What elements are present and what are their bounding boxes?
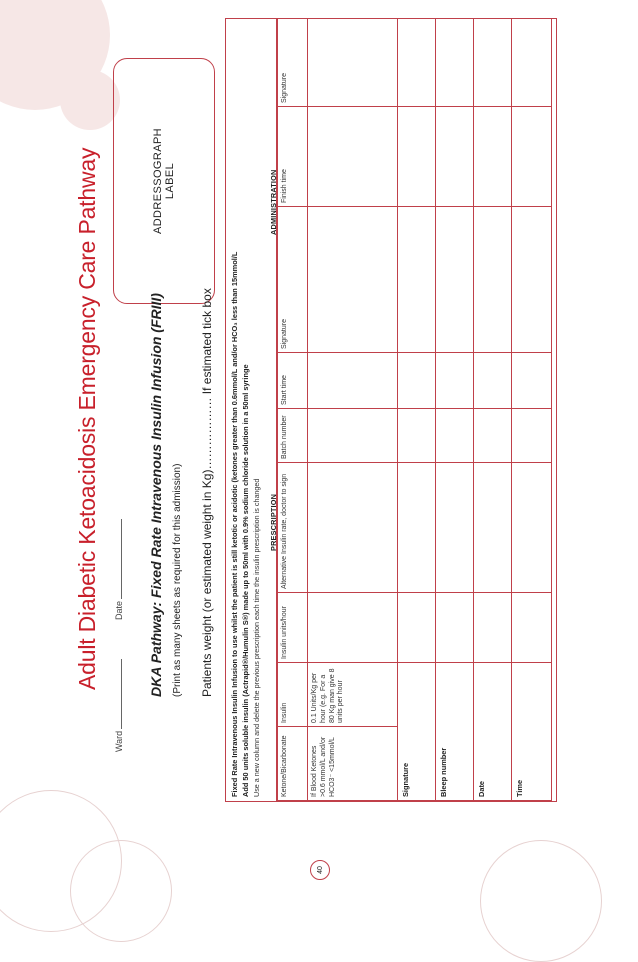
bleep-row-cell[interactable] bbox=[436, 19, 474, 107]
ward-field bbox=[114, 659, 124, 752]
pathway-heading: DKA Pathway: Fixed Rate Intravenous Insulin Infusion (FRIII) bbox=[148, 293, 164, 697]
signature-cell[interactable] bbox=[308, 207, 398, 353]
addressograph-line-2: LABEL bbox=[164, 162, 176, 200]
date-row-cell[interactable] bbox=[474, 353, 512, 409]
signature-row-cell[interactable] bbox=[398, 19, 436, 107]
time-row-label: Time bbox=[512, 663, 552, 801]
bleep-row-cell[interactable] bbox=[436, 207, 474, 353]
col-alternative-header: Alternative Insulin rate, doctor to sign bbox=[278, 463, 308, 593]
bleep-row-cell[interactable] bbox=[436, 463, 474, 593]
date-row-cell[interactable] bbox=[474, 593, 512, 663]
instruction-line-3: Use a new column and delete the previous prescription each time the insulin prescription is changed bbox=[252, 478, 261, 797]
col-signature-header: Signature bbox=[278, 207, 308, 353]
col-insulin-units-header: Insulin units/hour bbox=[278, 593, 308, 663]
signature-row-cell[interactable] bbox=[398, 463, 436, 593]
prescription-chart bbox=[225, 18, 557, 802]
col-ketone-header: Ketone/Bicarbonate bbox=[278, 727, 308, 801]
table-header-row bbox=[278, 19, 308, 801]
col-batch-header: Batch number bbox=[278, 409, 308, 463]
bleep-row-cell[interactable] bbox=[436, 593, 474, 663]
instruction-line-1: Fixed Rate Intravenous Insulin Infusion to use whilst the patient is still ketotic or acidotic (ketones greater than 0.6mmol/L and/or HCO₃ less than 15mmol/L bbox=[230, 251, 239, 797]
time-row-cell[interactable] bbox=[512, 107, 552, 207]
table-row bbox=[436, 19, 474, 801]
signature-row-cell[interactable] bbox=[398, 107, 436, 207]
bleep-row-cell[interactable] bbox=[436, 409, 474, 463]
instruction-line-2: Add 50 units soluble insulin (Actrapid®/Humulin S®) made up to 50ml with 0.9% sodium chloride solution in a 50ml syringe bbox=[241, 364, 250, 797]
date-field bbox=[114, 519, 124, 620]
signature-row-cell[interactable] bbox=[398, 353, 436, 409]
table-row bbox=[512, 19, 552, 801]
signature-row-cell[interactable] bbox=[398, 207, 436, 353]
signature-row-cell[interactable] bbox=[398, 409, 436, 463]
col-start-header: Start time bbox=[278, 353, 308, 409]
signature-row-cell[interactable] bbox=[398, 593, 436, 663]
table-row bbox=[474, 19, 512, 801]
date-row-cell[interactable] bbox=[474, 409, 512, 463]
date-row-cell[interactable] bbox=[474, 19, 512, 107]
time-row-cell[interactable] bbox=[512, 19, 552, 107]
date-row-label: Date bbox=[474, 663, 512, 801]
pathway-table bbox=[277, 18, 552, 801]
bleep-row-label: Bleep number bbox=[436, 663, 474, 801]
date-row-cell[interactable] bbox=[474, 463, 512, 593]
signature-row-label: Signature bbox=[398, 663, 436, 801]
bleep-row-cell[interactable] bbox=[436, 353, 474, 409]
time-row-cell[interactable] bbox=[512, 463, 552, 593]
start-cell[interactable] bbox=[308, 353, 398, 409]
table-row bbox=[398, 19, 436, 801]
page-number: 40 bbox=[310, 860, 330, 880]
page-title: Adult Diabetic Ketoacidosis Emergency Care Pathway bbox=[74, 147, 100, 690]
time-row-cell[interactable] bbox=[512, 207, 552, 353]
weight-line: Patients weight (or estimated weight in Kg)……………… If estimated tick box bbox=[200, 288, 214, 697]
signature2-cell[interactable] bbox=[308, 19, 398, 107]
col-finish-header: Finish time bbox=[278, 107, 308, 207]
time-row-cell[interactable] bbox=[512, 353, 552, 409]
time-row-cell[interactable] bbox=[512, 409, 552, 463]
date-row-cell[interactable] bbox=[474, 207, 512, 353]
addressograph-box bbox=[113, 58, 215, 304]
addressograph-line-1: ADDRESSOGRAPH bbox=[152, 127, 164, 235]
col-signature2-header: Signature bbox=[278, 19, 308, 107]
date-input-line[interactable] bbox=[121, 519, 122, 599]
ketone-criteria-cell: If Blood Ketones >0.6 mmol/L and/or HCO3⁻ <15mmol/L bbox=[308, 727, 398, 801]
insulin-units-cell[interactable] bbox=[308, 593, 398, 663]
print-note: (Print as many sheets as required for this admission) bbox=[172, 463, 183, 697]
date-row-cell[interactable] bbox=[474, 107, 512, 207]
administration-header: ADMINISTRATION bbox=[269, 169, 278, 235]
alternative-cell[interactable] bbox=[308, 463, 398, 593]
date-label: Date bbox=[114, 600, 124, 620]
prescription-header: PRESCRIPTION bbox=[269, 493, 278, 551]
table-row bbox=[308, 19, 398, 801]
time-row-cell[interactable] bbox=[512, 593, 552, 663]
bleep-row-cell[interactable] bbox=[436, 107, 474, 207]
ward-input-line[interactable] bbox=[121, 659, 122, 729]
finish-cell[interactable] bbox=[308, 107, 398, 207]
ward-label: Ward bbox=[114, 730, 124, 752]
insulin-dose-cell: 0.1 Units/Kg per hour (e.g. For a 80 Kg man give 8 units per hour bbox=[308, 663, 398, 727]
batch-cell[interactable] bbox=[308, 409, 398, 463]
col-insulin-header: Insulin bbox=[278, 663, 308, 727]
